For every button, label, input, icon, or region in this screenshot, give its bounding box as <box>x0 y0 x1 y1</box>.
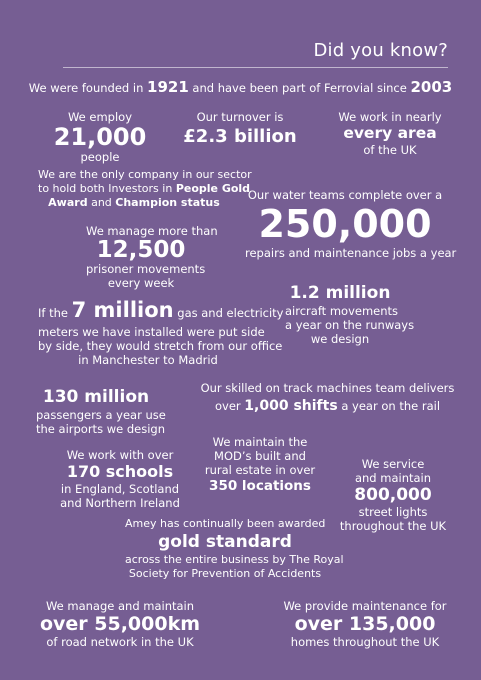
water-lead: Our water teams complete over a <box>247 188 443 202</box>
track-pre: over <box>214 399 245 413</box>
fact-employees <box>45 110 155 164</box>
employees-lead: We employ <box>67 110 133 124</box>
investors-and: and <box>87 196 116 209</box>
investors-champion: Champion status <box>115 196 220 209</box>
aircraft-number: 1.2 million <box>289 283 391 303</box>
area-tail: of the UK <box>363 143 417 157</box>
schools-number: 170 schools <box>66 462 174 481</box>
aircraft-line2: aircraft movements <box>285 304 399 318</box>
meters-pre: If the <box>38 306 72 320</box>
meters-line2: meters we have installed were put side <box>38 325 265 339</box>
prisoner-line4: every week <box>107 276 175 290</box>
schools-lead: We work with over <box>66 448 174 462</box>
fact-aircraft <box>285 282 415 346</box>
water-tail: repairs and maintenance jobs a year <box>245 246 457 260</box>
investors-award: Award <box>48 196 88 209</box>
schools-line3: in England, Scotland <box>60 482 180 496</box>
passengers-number: 130 million <box>42 387 150 407</box>
homes-number: over 135,000 <box>294 613 436 635</box>
track-line2 <box>200 396 455 416</box>
mod-line1: We maintain the <box>212 435 308 449</box>
prisoner-line3: prisoner movements <box>86 262 206 276</box>
gold-highlight: gold standard <box>158 532 292 552</box>
intro-text-mid: and have been part of Ferrovial since <box>188 81 411 95</box>
fact-homes <box>275 599 455 649</box>
streetlights-line4: street lights <box>358 505 428 519</box>
intro-year-ferrovial: 2003 <box>410 78 453 96</box>
mod-number: 350 locations <box>209 478 311 494</box>
gold-line3: across the entire business by The Royal <box>125 553 344 566</box>
track-shifts: 1,000 shifts <box>244 398 338 414</box>
meters-number: 7 million <box>71 298 174 322</box>
fact-track <box>200 380 455 416</box>
fact-mod <box>200 435 320 495</box>
streetlights-line2: and maintain <box>354 471 432 485</box>
aircraft-line4: we design <box>310 332 370 346</box>
water-number: 250,000 <box>258 202 432 246</box>
mod-line3: rural estate in over <box>204 463 316 477</box>
meters-post: gas and electricity <box>173 306 284 320</box>
fact-meters <box>38 298 284 367</box>
intro-text-pre: We were founded in <box>28 81 148 95</box>
gold-line4: Society for Prevention of Accidents <box>128 567 322 580</box>
prisoner-number: 12,500 <box>96 237 186 263</box>
page-title: Did you know? <box>313 40 448 61</box>
employees-unit: people <box>80 150 120 164</box>
investors-line2 <box>38 182 251 196</box>
area-highlight: every area <box>343 124 437 142</box>
homes-lead: We provide maintenance for <box>283 599 447 613</box>
fact-schools <box>55 448 185 510</box>
turnover-amount: £2.3 billion <box>183 126 297 147</box>
mod-line2: MOD’s built and <box>214 449 306 463</box>
investors-people-gold: People Gold <box>175 182 251 195</box>
streetlights-line5: throughout the UK <box>339 519 447 533</box>
streetlights-number: 800,000 <box>354 485 432 505</box>
fact-prisoner <box>86 224 218 290</box>
fact-passengers <box>36 386 166 436</box>
meters-line1 <box>38 298 284 325</box>
gold-lead: Amey has continually been awarded <box>125 517 326 530</box>
intro-fact <box>0 78 481 97</box>
road-tail: of road network in the UK <box>46 635 194 649</box>
employees-number: 21,000 <box>53 123 147 151</box>
road-number: over 55,000km <box>39 613 201 635</box>
investors-line2-text: to hold both Investors in <box>38 182 176 195</box>
prisoner-lead: We manage more than <box>86 224 218 238</box>
track-lead: Our skilled on track machines team delivers <box>200 381 455 395</box>
passengers-line3: the airports we design <box>36 422 166 436</box>
road-lead: We manage and maintain <box>45 599 195 613</box>
fact-gold-standard <box>125 517 344 581</box>
fact-streetlights <box>338 457 448 533</box>
meters-line4: in Manchester to Madrid <box>78 353 218 367</box>
streetlights-line1: We service <box>361 457 425 471</box>
schools-line4: and Northern Ireland <box>60 496 180 510</box>
track-post: a year on the rail <box>337 399 441 413</box>
investors-line1: We are the only company in our sector <box>38 168 252 181</box>
fact-water <box>245 188 457 260</box>
fact-area <box>330 110 450 157</box>
title-divider <box>63 67 448 68</box>
turnover-lead: Our turnover is <box>196 110 284 124</box>
homes-tail: homes throughout the UK <box>290 635 440 649</box>
investors-line3 <box>38 196 230 210</box>
fact-road <box>30 599 210 649</box>
passengers-line2: passengers a year use <box>36 408 166 422</box>
intro-year-founded: 1921 <box>147 78 189 96</box>
fact-investors <box>38 168 252 210</box>
aircraft-line3: a year on the runways <box>285 318 415 332</box>
fact-turnover <box>170 110 310 150</box>
meters-line3: by side, they would stretch from our office <box>38 339 283 353</box>
area-lead: We work in nearly <box>338 110 442 124</box>
